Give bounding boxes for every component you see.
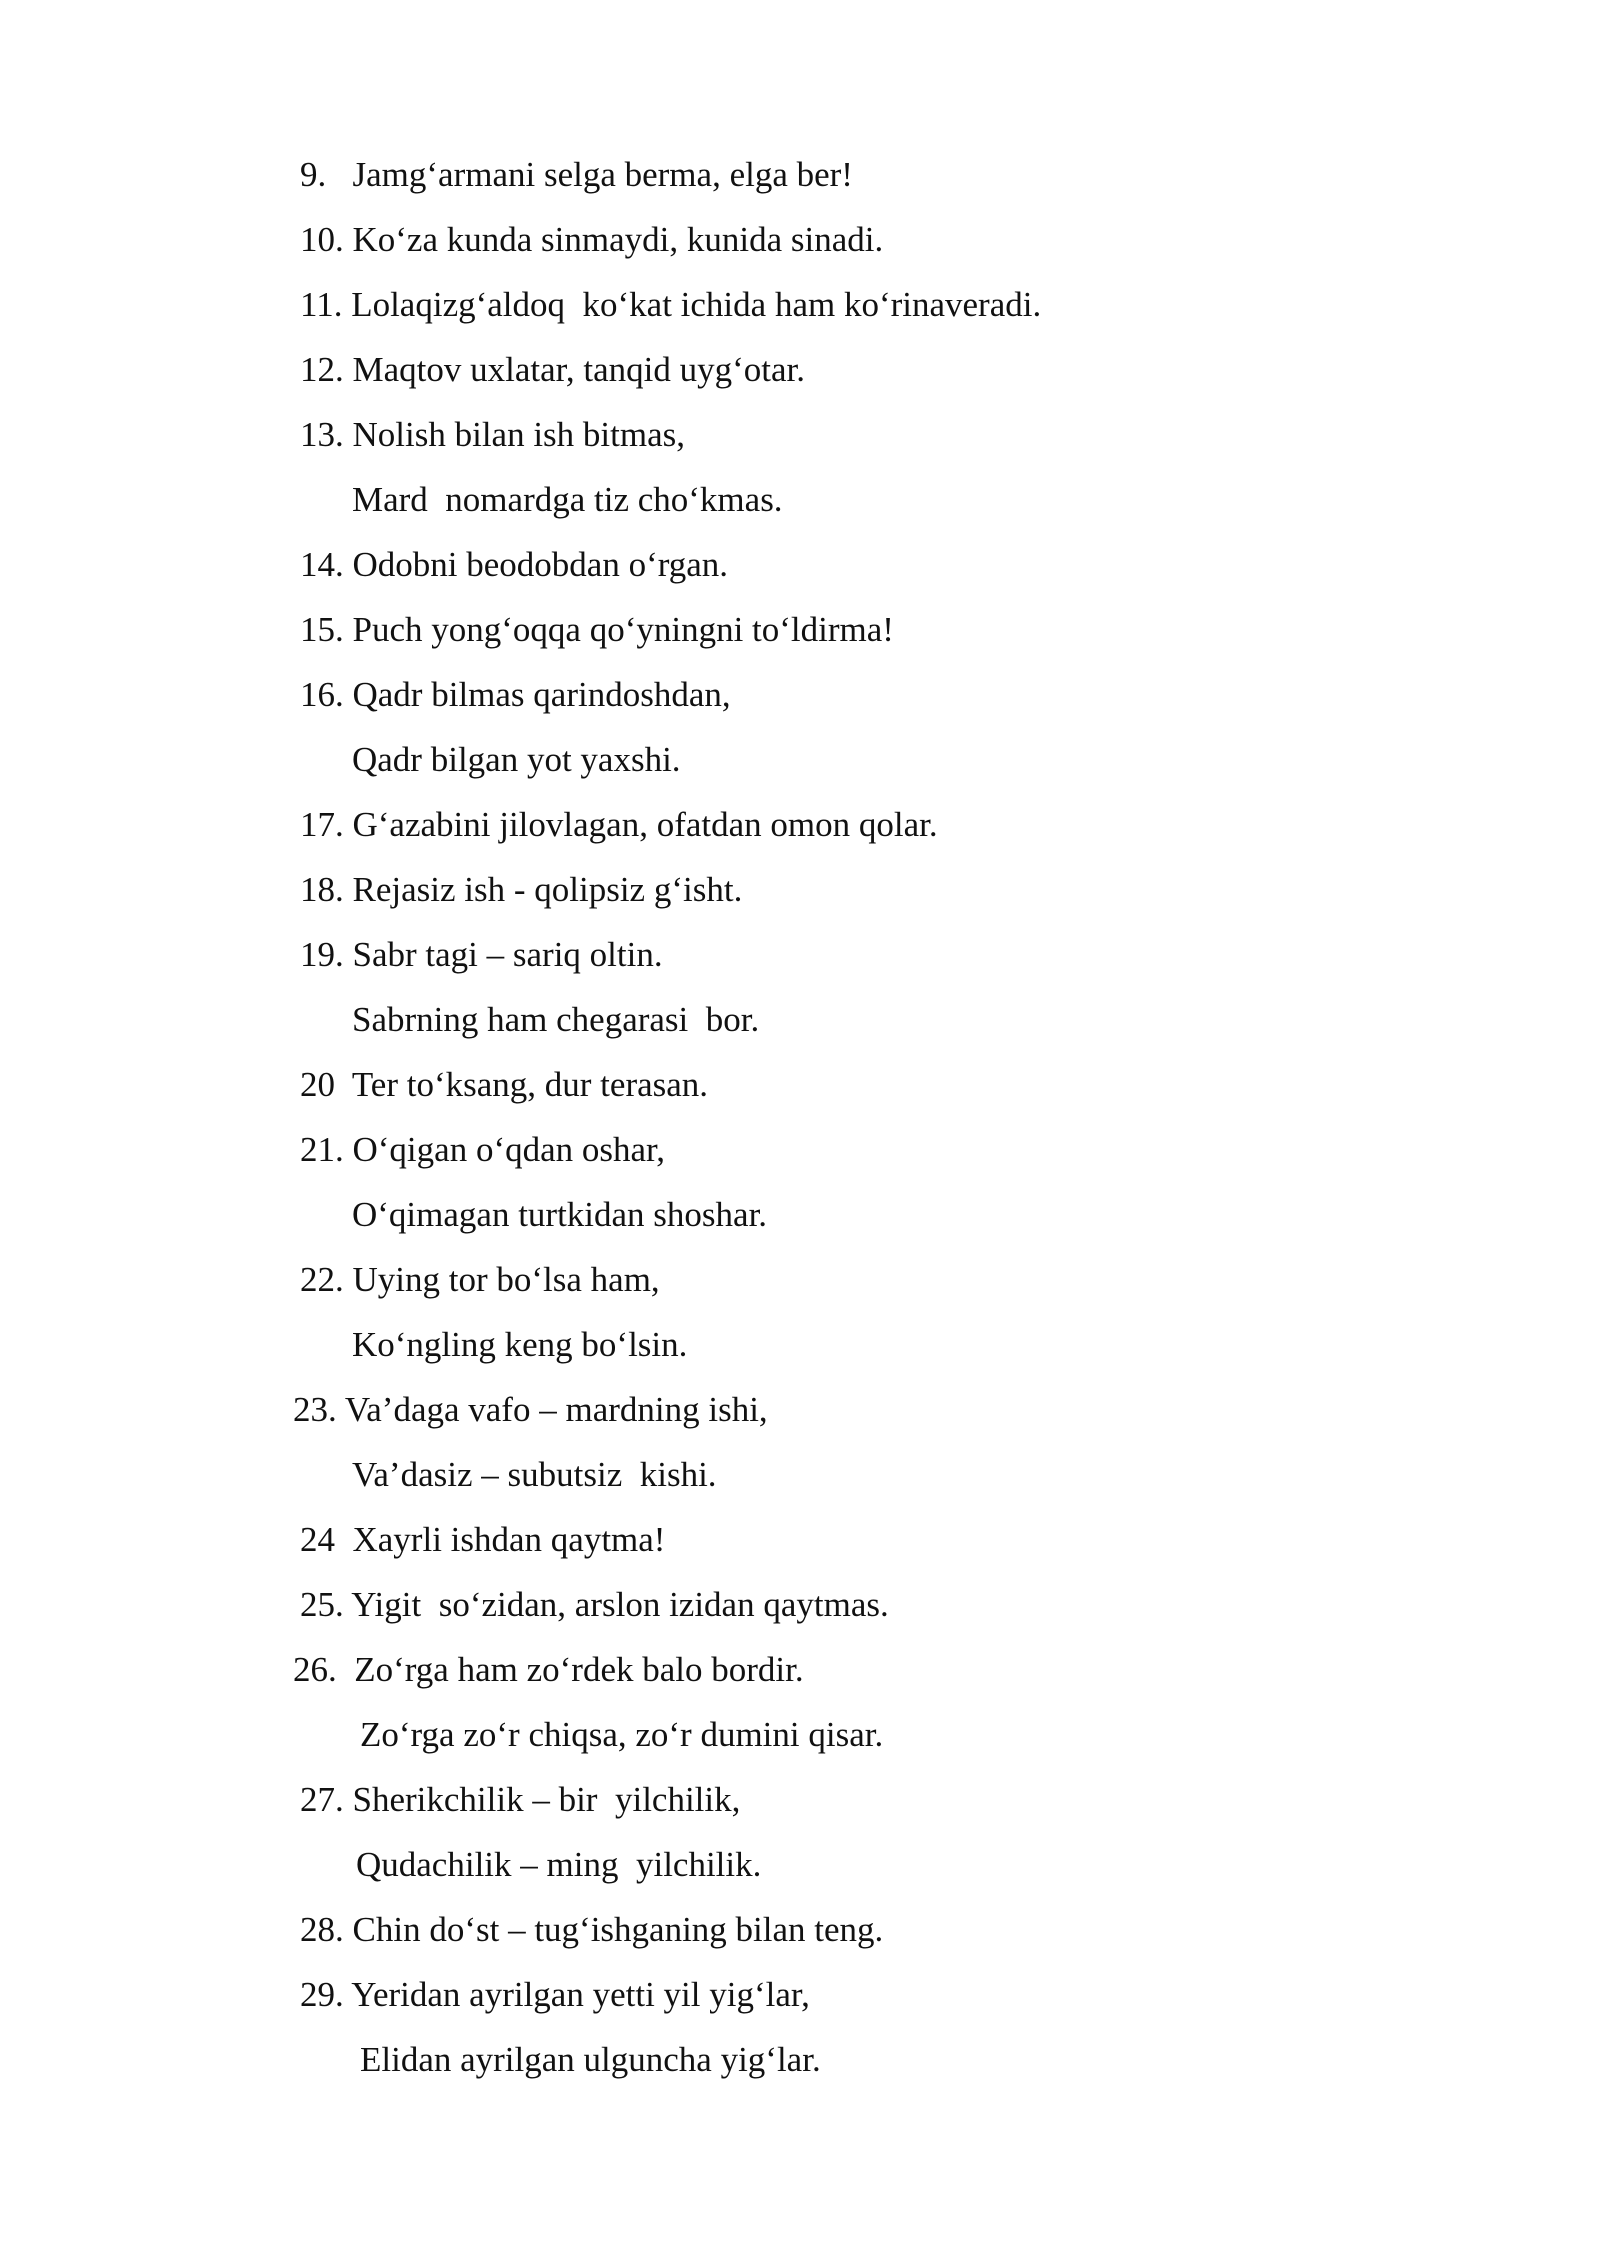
proverb-line: 11. Lolaqizg‘aldoq ko‘kat ichida ham ko‘rinaveradi. [300, 285, 1042, 324]
proverb-line: 17. G‘azabini jilovlagan, ofatdan omon qolar. [300, 805, 938, 844]
proverb-line: 22. Uying tor bo‘lsa ham, [300, 1260, 660, 1299]
proverb-line: 25. Yigit so‘zidan, arslon izidan qaytmas. [300, 1585, 889, 1624]
proverb-line: 14. Odobni beodobdan o‘rgan. [300, 545, 729, 584]
proverb-continuation: Sabrning ham chegarasi bor. [352, 1000, 760, 1039]
proverb-line: 9. Jamg‘armani selga berma, elga ber! [300, 155, 853, 194]
proverb-line: 28. Chin do‘st – tug‘ishganing bilan teng. [300, 1910, 884, 1949]
proverb-line: 16. Qadr bilmas qarindoshdan, [300, 675, 731, 714]
proverb-continuation: Mard nomardga tiz cho‘kmas. [352, 480, 783, 519]
proverb-continuation: Qadr bilgan yot yaxshi. [352, 740, 681, 779]
proverb-line: 13. Nolish bilan ish bitmas, [300, 415, 685, 454]
proverb-continuation: Elidan ayrilgan ulguncha yig‘lar. [360, 2040, 821, 2079]
proverb-continuation: Zo‘rga zo‘r chiqsa, zo‘r dumini qisar. [360, 1715, 884, 1754]
proverb-line: 23. Va’daga vafo – mardning ishi, [293, 1390, 768, 1429]
proverb-line: 10. Ko‘za kunda sinmaydi, kunida sinadi. [300, 220, 884, 259]
proverb-continuation: Ko‘ngling keng bo‘lsin. [352, 1325, 688, 1364]
proverb-continuation: Va’dasiz – subutsiz kishi. [352, 1455, 717, 1494]
proverb-continuation: O‘qimagan turtkidan shoshar. [352, 1195, 768, 1234]
proverb-line: 20 Ter to‘ksang, dur terasan. [300, 1065, 709, 1104]
proverb-line: 12. Maqtov uxlatar, tanqid uyg‘otar. [300, 350, 806, 389]
proverb-line: 15. Puch yong‘oqqa qo‘yningni to‘ldirma! [300, 610, 894, 649]
proverb-line: 29. Yeridan ayrilgan yetti yil yig‘lar, [300, 1975, 810, 2014]
proverb-line: 21. O‘qigan o‘qdan oshar, [300, 1130, 666, 1169]
proverb-line: 26. Zo‘rga ham zo‘rdek balo bordir. [293, 1650, 804, 1689]
proverb-line: 24 Xayrli ishdan qaytma! [300, 1520, 666, 1559]
proverb-continuation: Qudachilik – ming yilchilik. [356, 1845, 762, 1884]
proverb-line: 19. Sabr tagi – sariq oltin. [300, 935, 663, 974]
proverb-line: 27. Sherikchilik – bir yilchilik, [300, 1780, 741, 1819]
proverb-line: 18. Rejasiz ish - qolipsiz g‘isht. [300, 870, 743, 909]
